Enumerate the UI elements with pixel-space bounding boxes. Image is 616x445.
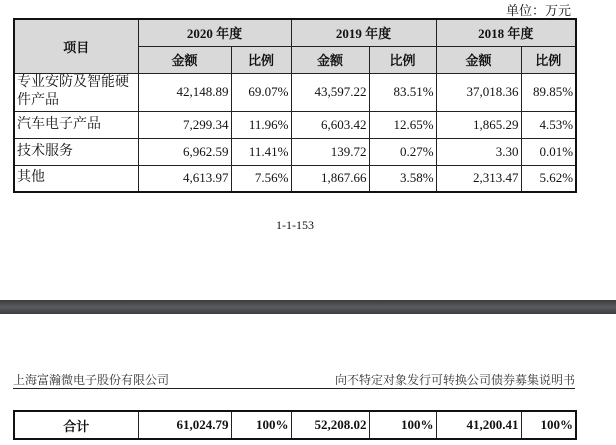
cell: 3.58%: [369, 165, 436, 192]
cell: 43,597.22: [291, 73, 369, 111]
cell: 41,200.41: [436, 411, 521, 439]
cell: 11.96%: [231, 111, 291, 138]
cell: 3.30: [436, 138, 521, 165]
cell: 6,962.59: [138, 138, 231, 165]
row-label: 技术服务: [14, 138, 138, 165]
table-row: [14, 138, 576, 165]
total-table: [13, 410, 577, 440]
header-ratio: 比例: [521, 46, 576, 73]
header-ratio: 比例: [369, 46, 436, 73]
total-row: [14, 411, 576, 439]
cell: 52,208.02: [291, 411, 369, 439]
cell: 89.85%: [521, 73, 576, 111]
cell: 61,024.79: [138, 411, 231, 439]
document-title: 向不特定对象发行可转换公司债券募集说明书: [334, 373, 575, 387]
total-label: 合计: [14, 411, 138, 439]
cell: 7.56%: [231, 165, 291, 192]
header-year: 2018 年度: [436, 19, 576, 46]
header-item: 项目: [14, 19, 138, 73]
page-header: [13, 371, 575, 389]
cell: 2,313.47: [436, 165, 521, 192]
cell: 1,867.66: [291, 165, 369, 192]
cell: 12.65%: [369, 111, 436, 138]
row-label: 专业安防及智能硬件产品: [14, 73, 138, 111]
header-ratio: 比例: [231, 46, 291, 73]
cell: 4,613.97: [138, 165, 231, 192]
cell: 4.53%: [521, 111, 576, 138]
table-row: [14, 165, 576, 192]
cell: 11.41%: [231, 138, 291, 165]
table-row: [14, 73, 576, 111]
header-amount: 金额: [138, 46, 231, 73]
cell: 100%: [369, 411, 436, 439]
company-name: 上海富瀚微电子股份有限公司: [13, 373, 170, 387]
unit-label: 单位：万元: [505, 3, 571, 18]
page-number: 1-1-153: [276, 218, 314, 232]
cell: 83.51%: [369, 73, 436, 111]
cell: 0.27%: [369, 138, 436, 165]
cell: 6,603.42: [291, 111, 369, 138]
cell: 139.72: [291, 138, 369, 165]
cell: 1,865.29: [436, 111, 521, 138]
table-row: [14, 111, 576, 138]
cell: 37,018.36: [436, 73, 521, 111]
page-separator: [0, 300, 616, 314]
header-amount: 金额: [436, 46, 521, 73]
header-year: 2020 年度: [138, 19, 291, 46]
header-year: 2019 年度: [291, 19, 436, 46]
cell: 5.62%: [521, 165, 576, 192]
cell: 0.01%: [521, 138, 576, 165]
cell: 7,299.34: [138, 111, 231, 138]
cell: 42,148.89: [138, 73, 231, 111]
revenue-table: [13, 18, 577, 193]
row-label: 汽车电子产品: [14, 111, 138, 138]
cell: 100%: [231, 411, 291, 439]
cell: 100%: [521, 411, 576, 439]
row-label: 其他: [14, 165, 138, 192]
cell: 69.07%: [231, 73, 291, 111]
header-amount: 金额: [291, 46, 369, 73]
